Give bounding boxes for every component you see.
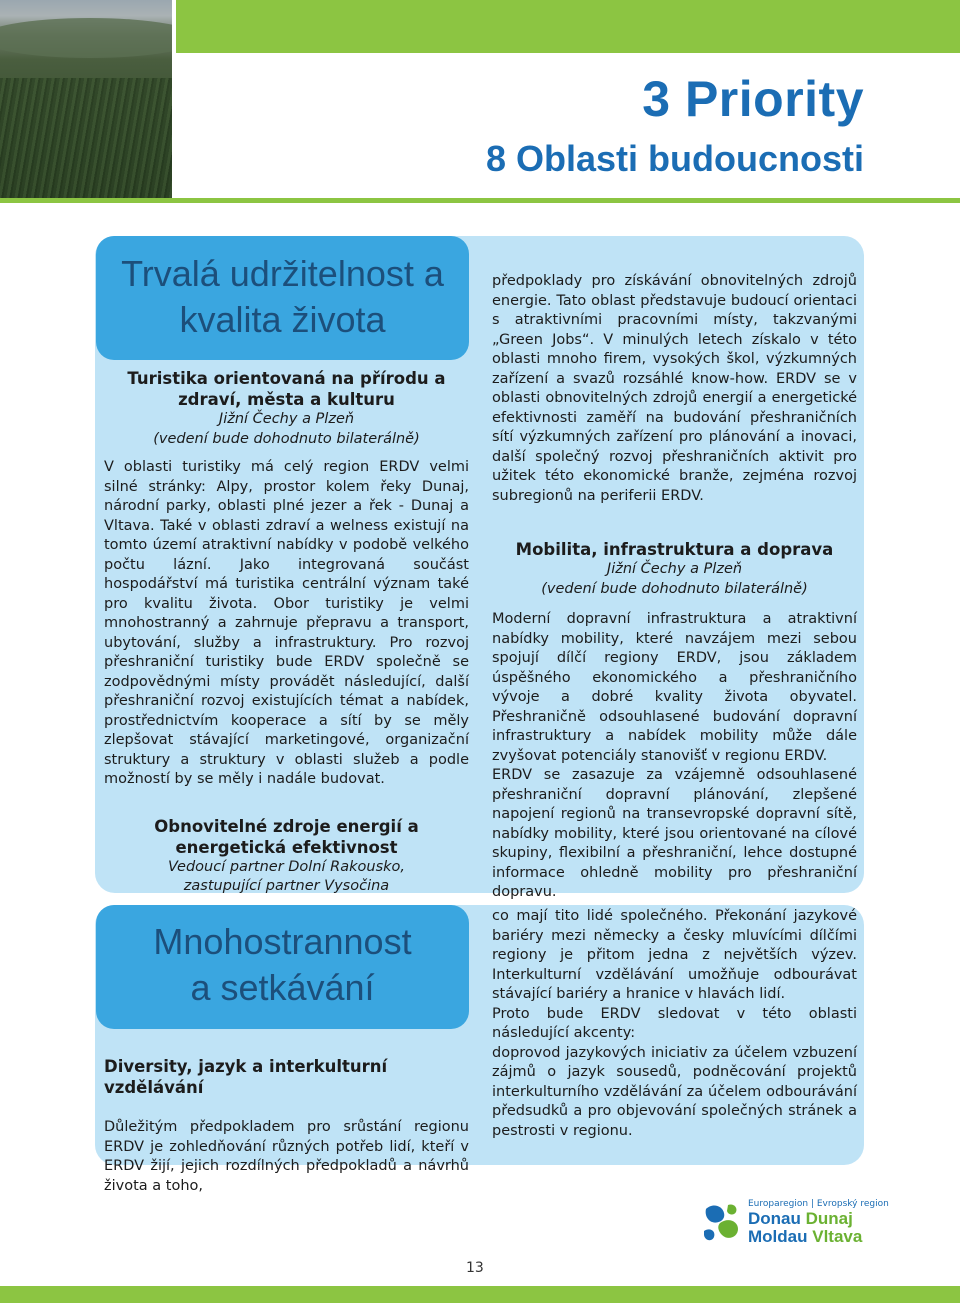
topic-diversity-text-p2: Proto bude ERDV sledovat v této oblasti následující akcenty: bbox=[492, 1005, 857, 1041]
page-title: 3 Priority bbox=[642, 71, 864, 127]
topic-tourism-region: Jižní Čechy a Plzeň bbox=[218, 411, 355, 427]
topic-diversity-title: Diversity, jazyk a interkulturní vzdělávání bbox=[104, 1057, 388, 1097]
topic-diversity-text-start: Důležitým předpokladem pro srůstání regionu ERDV je zohledňování různých potřeb lidí, kteří v ERDV žijí, jejich rozdílných předpokladů a návrhů života a toho, bbox=[104, 1119, 469, 1194]
page-subtitle: 8 Oblasti budoucnosti bbox=[485, 138, 864, 179]
section1-right-column bbox=[492, 272, 857, 903]
topic-energy-title: Obnovitelné zdroje energií a energetická efektivnost bbox=[154, 816, 419, 857]
section1-left-column bbox=[104, 368, 469, 925]
topic-mobility-lead: (vedení bude dohodnuto bilaterálně) bbox=[541, 580, 808, 597]
section-sustainability-heading: Trvalá udržitelnost a kvalita života bbox=[96, 236, 469, 360]
topic-energy-text-cont: předpoklady pro získávání obnovitelných zdrojů energie. Tato oblast představuje budoucí orientaci s atraktivními pracovními místy, takzvanými „Green Jobs“. V minulých letech získalo v této oblasti mnoho firem, vysokých škol, výzkumných zařízení a svazů rozsáhlé know-how. ERDV se v oblasti obnovitelných zdrojů energií a energetické efektivnosti zaměří na budování přeshraničních sítí výzkumných zařízení pro plánování a inovaci, další společný rozvoj přeshraničních aktivit pro užitek této ekonomické branže, zejména rozvoj subregionů na periferii ERDV. bbox=[492, 273, 857, 504]
topic-energy-lead-1: Vedoucí partner Dolní Rakousko, bbox=[167, 858, 406, 875]
topic-mobility-title: Mobilita, infrastruktura a doprava bbox=[515, 540, 834, 559]
topic-mobility-text-2: ERDV se zasazuje za vzájemně odsouhlasené přeshraniční dopravní plánování, zlepšené napojení regionů na transevropské dopravní sítě, nabídky mobility, které jsou orientované na cílové skupiny, flexibilní a přeshraniční, lehce dostupné informace ohledně mobility pro přeshraniční dopravu. bbox=[492, 767, 857, 900]
footer-green-bar bbox=[0, 1286, 960, 1303]
europaregion-logo: Europaregion | Evropský region Donau Dunaj Moldau Vltava bbox=[702, 1197, 872, 1247]
topic-diversity-text-cont: co mají tito lidé společného. Překonání jazykové bariéry mezi německy a česky mluvícími dílčími regiony je přitom jedna z největších výzev. Interkulturní vzdělávání umožňuje odbourávat stávající bariéry a hranice v hlavách lidí. bbox=[492, 908, 857, 1002]
section2-right-column bbox=[492, 907, 857, 1141]
topic-tourism-lead: (vedení bude dohodnuto bilaterálně) bbox=[153, 430, 420, 447]
topic-tourism-title: Turistika orientovaná na přírodu a zdraví, města a kulturu bbox=[127, 369, 446, 409]
topic-tourism-text: V oblasti turistiky má celý region ERDV velmi silné stránky: Alpy, prostor kolem řeky Dunaj, národní parky, oblasti plné jezer a řek - Dunaj a Vltava. Také v oblasti zdraví a welness existují na tomto území atraktivní nabídky v podobě velkého počtu lázní. Jako integrovaná součást hospodářství má turistika centrální význam také pro kvalitu života. Obor turistiky je velmi mnohostranný a zahrnuje přepravu a transport, ubytování, služby a infrastruktury. Pro rozvoj přeshraniční turistiky bude ERDV společně se zodpovědnými místy provádět následující, další přeshraniční rozvoj existujících témat a nabídek, prostřednictvím kooperace a sítí by se měly zlepšovat stávající marketingové, organizační struktury a struktury v oblasti služeb a podle možností by se měly i nadále budovat. bbox=[104, 459, 469, 787]
landscape-photo bbox=[0, 0, 172, 198]
header-divider bbox=[0, 198, 960, 203]
section2-left-column bbox=[104, 1056, 469, 1196]
europaregion-logo-icon bbox=[702, 1201, 742, 1243]
topic-energy-lead-2: zastupující partner Vysočina bbox=[183, 878, 390, 894]
topic-diversity-text-p3: doprovod jazykových iniciativ za účelem vzbuzení zájmů o jazyk sousedů, podněcování projektů interkulturního vzdělávání za účelem odbourávání předsudků a pro objevování společných stránek a pestrosti v regionu. bbox=[492, 1044, 857, 1139]
page-number: 13 bbox=[466, 1260, 484, 1276]
section-diversity-heading: Mnohostrannost a setkávání bbox=[96, 905, 469, 1029]
topic-mobility-text-1: Moderní dopravní infrastruktura a atraktivní nabídky mobility, které navzájem mezi sebou spojují dílčí regiony ERDV, jsou základem úspěšného ekonomického a přeshraničního vývoje a dobré kvality života obyvatel. Přeshraničně odsouhlasené budování dopravní infrastruktury a nabídek mobility může dále zvyšovat potenciály stanovišť v regionu ERDV. bbox=[492, 611, 857, 764]
topic-mobility-region: Jižní Čechy a Plzeň bbox=[606, 561, 743, 577]
